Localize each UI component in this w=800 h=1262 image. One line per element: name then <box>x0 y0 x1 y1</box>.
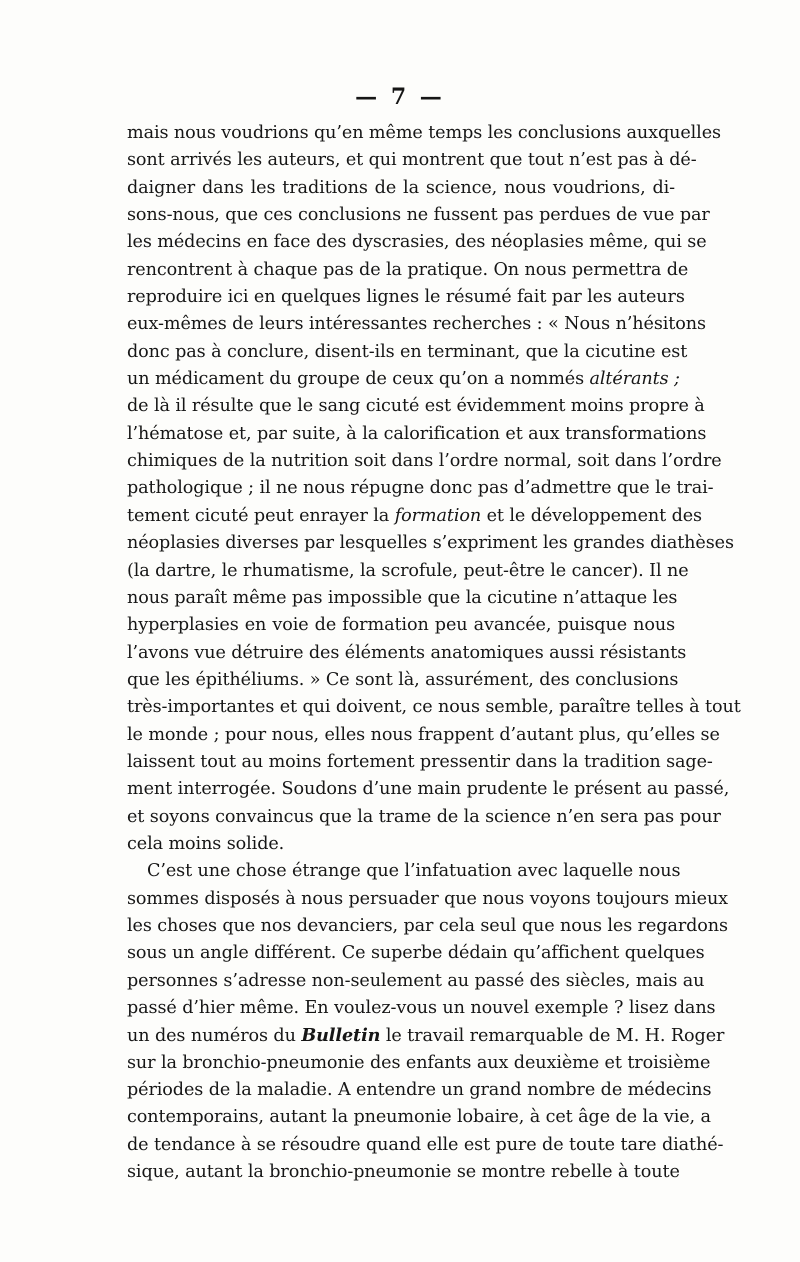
text-line: passé d’hier même. En voulez-vous un nouvel exemple ? lisez dans <box>127 998 716 1018</box>
text-line: personnes s’adresse non-seulement au passé des siècles, mais au <box>127 970 705 991</box>
text-line <box>127 366 680 393</box>
text-segment: le travail remarquable de M. H. Roger <box>380 1026 725 1047</box>
text-line: périodes de la maladie. A entendre un grand nombre de médecins <box>127 1080 712 1101</box>
text-line: sique, autant la bronchio-pneumonie se montre rebelle à toute <box>127 1162 680 1183</box>
text-line <box>127 503 702 530</box>
text-line: chimiques de la nutrition soit dans l’ordre normal, soit dans l’ordre <box>127 451 722 472</box>
text-line: pathologique ; il ne nous répugne donc pas d’admettre que le trai- <box>127 478 714 499</box>
text-line: reproduire ici en quelques lignes le résumé fait par les auteurs <box>127 287 685 308</box>
text-line: très-importantes et qui doivent, ce nous semble, paraître telles à tout <box>127 697 741 718</box>
text-line: sommes disposés à nous persuader que nous voyons toujours mieux <box>127 888 728 909</box>
text-line: sons-nous, que ces conclusions ne fussent pas perdues de vue par <box>127 205 710 226</box>
text-line: de là il résulte que le sang cicuté est évidemment moins propre à <box>127 396 705 417</box>
text-line <box>127 1022 725 1049</box>
text-line: sur la bronchio-pneumonie des enfants aux deuxième et troisième <box>127 1052 711 1073</box>
text-line: l’hématose et, par suite, à la calorification et aux transformations <box>127 423 707 444</box>
text-segment: et le développement des <box>481 505 702 526</box>
text-line: néoplasies diverses par lesquelles s’expriment les grandes diathèses <box>127 533 734 554</box>
text-line: de tendance à se résoudre quand elle est pure de toute tare diathé- <box>127 1134 724 1155</box>
page-number: — 7 — <box>355 84 445 110</box>
italic-term: altérants ; <box>589 369 680 390</box>
text-line: eux-mêmes de leurs intéressantes recherches : « Nous n’hésitons <box>127 314 706 335</box>
text-line: l’avons vue détruire des éléments anatomiques aussi résistants <box>127 642 687 663</box>
text-line: le monde ; pour nous, elles nous frappent d’autant plus, qu’elles se <box>127 724 720 745</box>
text-line: mais nous voudrions qu’en même temps les conclusions auxquelles <box>127 123 721 143</box>
text-line: daigner dans les traditions de la science, nous voudrions, di- <box>127 177 675 198</box>
text-segment: un des numéros du <box>127 1026 302 1047</box>
text-line: (la dartre, le rhumatisme, la scrofule, peut-être le cancer). Il ne <box>127 560 689 581</box>
italic-title: Bulletin <box>301 1025 381 1047</box>
italic-term: formation <box>394 505 482 526</box>
text-line: cela moins solide. <box>127 833 285 854</box>
text-line: donc pas à conclure, disent-ils en terminant, que la cicutine est <box>127 341 688 362</box>
text-line: hyperplasies en voie de formation peu avancée, puisque nous <box>127 615 675 636</box>
text-line: ment interrogée. Soudons d’une main prudente le présent au passé, <box>127 779 730 800</box>
text-line: les médecins en face des dyscrasies, des néoplasies même, qui se <box>127 232 707 253</box>
text-segment: tement cicuté peut enrayer la <box>127 505 395 526</box>
text-line: les choses que nos devanciers, par cela seul que nous les regardons <box>127 915 728 936</box>
text-line: contemporains, autant la pneumonie lobaire, à cet âge de la vie, a <box>127 1107 711 1128</box>
text-line: sous un angle différent. Ce superbe dédain qu’affichent quelques <box>127 943 705 964</box>
text-line: rencontrent à chaque pas de la pratique. On nous permettra de <box>127 259 689 280</box>
text-line: que les épithéliums. » Ce sont là, assurément, des conclusions <box>127 669 679 690</box>
text-line: C’est une chose étrange que l’infatuation avec laquelle nous <box>147 861 681 882</box>
text-line: laissent tout au moins fortement pressentir dans la tradition sage- <box>127 751 713 772</box>
text-line: sont arrivés les auteurs, et qui montrent que tout n’est pas à dé- <box>127 150 697 171</box>
text-line: nous paraît même pas impossible que la cicutine n’attaque les <box>127 587 678 608</box>
body-text <box>127 120 741 1186</box>
text-line: et soyons convaincus que la trame de la science n’en sera pas pour <box>127 806 721 827</box>
text-segment: un médicament du groupe de ceux qu’on a nommés <box>127 369 590 390</box>
